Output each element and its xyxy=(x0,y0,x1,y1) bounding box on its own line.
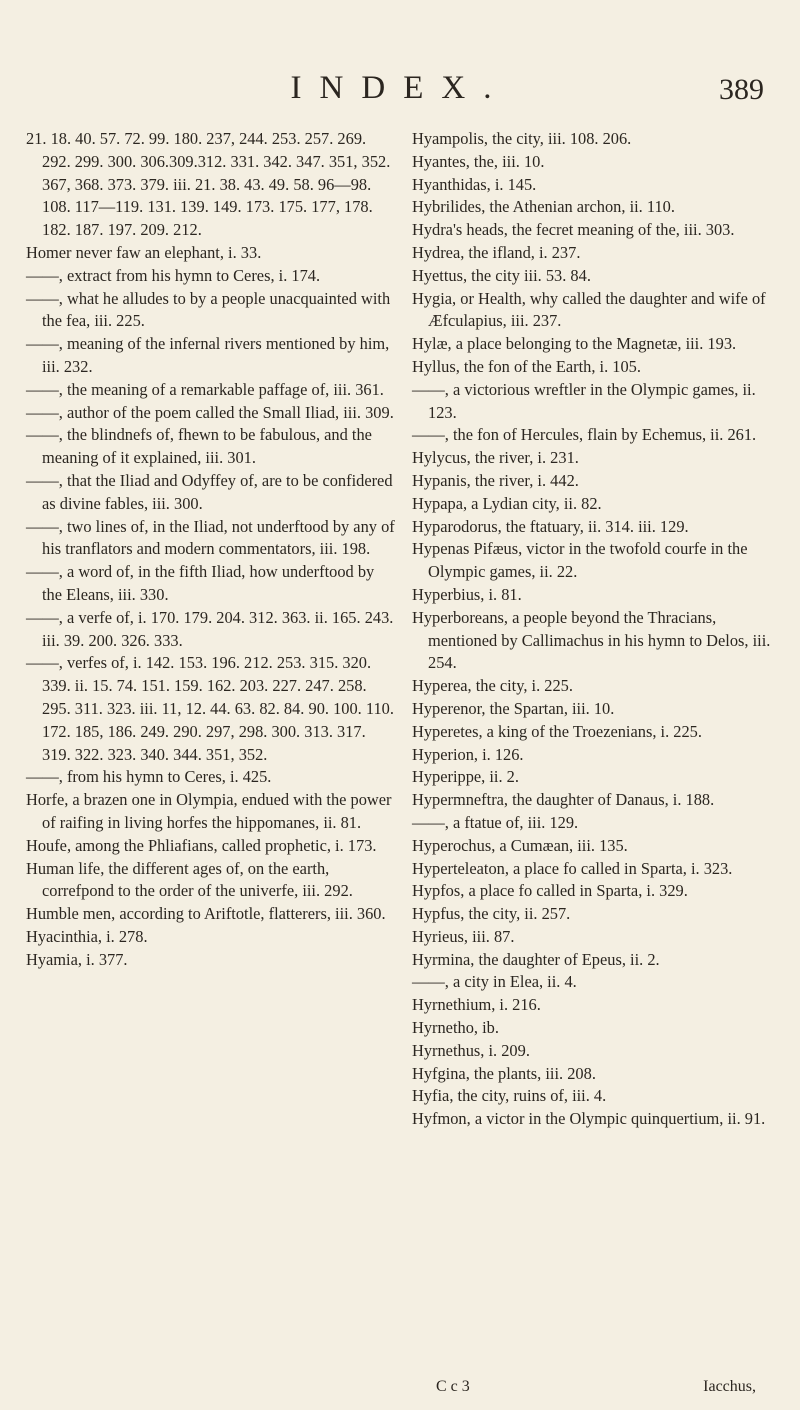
index-entry: 21. 18. 40. 57. 72. 99. 180. 237, 244. 253. 257. 269. 292. 299. 300. 306.309.312. 331. 342. 347. 351, 352. 367, 368. 373. 379. iii. 21. 38. 43. 49. 58. 96—98. 108. 117—119. 131. 139. 149. 173. 175. 177, 178. 182. 187. 197. 209. 212. xyxy=(26,129,391,240)
index-entry: Hyfgina, the plants, iii. 208. xyxy=(412,1063,596,1083)
index-entry: Hybrilides, the Athenian archon, ii. 110. xyxy=(412,197,675,217)
index-entry: Hyrieus, iii. 87. xyxy=(412,926,515,946)
index-entry: Hypapa, a Lydian city, ii. 82. xyxy=(412,493,602,513)
index-entry: Hyperenor, the Spartan, iii. 10. xyxy=(412,698,615,718)
index-entry: ——, that the Iliad and Odyffey of, are to be confidered as divine fables, iii. 300. xyxy=(26,470,393,513)
index-entry: Hyperion, i. 126. xyxy=(412,744,524,764)
index-entry: ——, verfes of, i. 142. 153. 196. 212. 253. 315. 320. 339. ii. 15. 74. 151. 159. 162. 203. 227. 247. 258. 295. 311. 323. iii. 11, 12. 44. 63. 82. 84. 90. 100. 110. 172. 185, 186. 249. 290. 297, 298. 300. 313. 317. 319. 322. 323. 340. 344. 351, 352. xyxy=(26,653,394,764)
index-entry: Hypanis, the river, i. 442. xyxy=(412,470,579,490)
index-column-right xyxy=(412,128,788,1131)
index-entry: ——, a victorious wreftler in the Olympic games, ii. 123. xyxy=(412,379,756,422)
index-entry: Hyrnethium, i. 216. xyxy=(412,995,541,1015)
index-entry: ——, a city in Elea, ii. 4. xyxy=(412,972,577,992)
index-entry: ——, a verfe of, i. 170. 179. 204. 312. 363. ii. 165. 243. iii. 39. 200. 326. 333. xyxy=(26,607,394,650)
index-entry: Hyparodorus, the ftatuary, ii. 314. iii. 129. xyxy=(412,516,689,536)
index-entry: ——, author of the poem called the Small Iliad, iii. 309. xyxy=(26,402,394,422)
page-header xyxy=(0,66,800,116)
catchword: Iacchus, xyxy=(703,1378,756,1395)
index-entry: Horfe, a brazen one in Olympia, endued with the power of raifing in living horfes the hippomanes, ii. 81. xyxy=(26,790,392,832)
index-entry: Hyperippe, ii. 2. xyxy=(412,767,519,787)
index-entry: Hyettus, the city iii. 53. 84. xyxy=(412,265,591,285)
index-entry: Hydrea, the ifland, i. 237. xyxy=(412,242,581,262)
index-entry: Hyamia, i. 377. xyxy=(26,949,128,969)
index-entry: Hyampolis, the city, iii. 108. 206. xyxy=(412,129,632,148)
index-entry: ——, what he alludes to by a people unacquainted with the fea, iii. 225. xyxy=(26,288,391,331)
index-entry: Hylæ, a place belonging to the Magnetæ, iii. 193. xyxy=(412,334,737,354)
index-entry: Hyacinthia, i. 278. xyxy=(26,926,148,946)
index-entry: Hyrnetho, ib. xyxy=(412,1018,499,1038)
index-entry: Hyfmon, a victor in the Olympic quinquertium, ii. 91. xyxy=(412,1109,766,1129)
index-entry: ——, the blindnefs of, fhewn to be fabulous, and the meaning of it explained, iii. 301. xyxy=(26,425,372,468)
index-entry: Hyantes, the, iii. 10. xyxy=(412,151,545,171)
index-entry: Hypenas Pifæus, victor in the twofold courfe in the Olympic games, ii. 22. xyxy=(412,539,748,582)
index-entry: Hyperochus, a Cumæan, iii. 135. xyxy=(412,835,628,855)
index-entry: Hyperetes, a king of the Troezenians, i. 225. xyxy=(412,721,702,741)
index-entry: Hyanthidas, i. 145. xyxy=(412,174,537,194)
index-entry: ——, a word of, in the fifth Iliad, how underftood by the Eleans, iii. 330. xyxy=(26,562,375,604)
index-entry: ——, two lines of, in the Iliad, not underftood by any of his tranflators and modern commentators, iii. 198. xyxy=(26,516,395,559)
index-entry: ——, extract from his hymn to Ceres, i. 174. xyxy=(26,265,321,285)
running-title: INDEX. xyxy=(290,70,510,106)
index-entry: Humble men, according to Ariftotle, flatterers, iii. 360. xyxy=(26,904,386,924)
index-entry: Hyperea, the city, i. 225. xyxy=(412,676,573,696)
index-entry: Hyllus, the fon of the Earth, i. 105. xyxy=(412,356,641,376)
index-entry: ——, meaning of the infernal rivers mentioned by him, iii. 232. xyxy=(26,334,390,376)
index-column-left xyxy=(26,128,398,971)
page-number: 389 xyxy=(719,73,764,106)
index-entry: Hyrmina, the daughter of Epeus, ii. 2. xyxy=(412,949,660,969)
index-entry: Hygia, or Health, why called the daughter and wife of Æfculapius, iii. 237. xyxy=(412,288,766,331)
index-entry: ——, the fon of Hercules, flain by Echemus, ii. 261. xyxy=(412,425,757,445)
index-entry: ——, from his hymn to Ceres, i. 425. xyxy=(26,767,272,787)
index-entry: Hypermneftra, the daughter of Danaus, i. 188. xyxy=(412,790,715,810)
index-entry: Hyperteleaton, a place fo called in Sparta, i. 323. xyxy=(412,858,733,878)
index-entry: Human life, the different ages of, on the earth, correfpond to the order of the univerfe, iii. 292. xyxy=(26,858,353,901)
index-entry: Hyperboreans, a people beyond the Thracians, mentioned by Callimachus in his hymn to Delos, iii. 254. xyxy=(412,607,771,673)
index-entry: Hypfos, a place fo called in Sparta, i. 329. xyxy=(412,881,688,901)
index-entry: Hypfus, the city, ii. 257. xyxy=(412,904,571,924)
index-entry: Hydra's heads, the fecret meaning of the, iii. 303. xyxy=(412,220,735,240)
index-entry: Hyperbius, i. 81. xyxy=(412,584,522,604)
index-entry: Hylycus, the river, i. 231. xyxy=(412,448,579,468)
index-entry: Hyfia, the city, ruins of, iii. 4. xyxy=(412,1086,607,1106)
index-entry: Hyrnethus, i. 209. xyxy=(412,1040,530,1060)
index-entry: Homer never faw an elephant, i. 33. xyxy=(26,242,262,262)
index-entry: ——, a ftatue of, iii. 129. xyxy=(412,812,579,832)
index-entry: Houfe, among the Phliafians, called prophetic, i. 173. xyxy=(26,835,377,855)
index-entry: ——, the meaning of a remarkable paffage of, iii. 361. xyxy=(26,379,384,399)
printer-signature: C c 3 xyxy=(436,1378,470,1395)
